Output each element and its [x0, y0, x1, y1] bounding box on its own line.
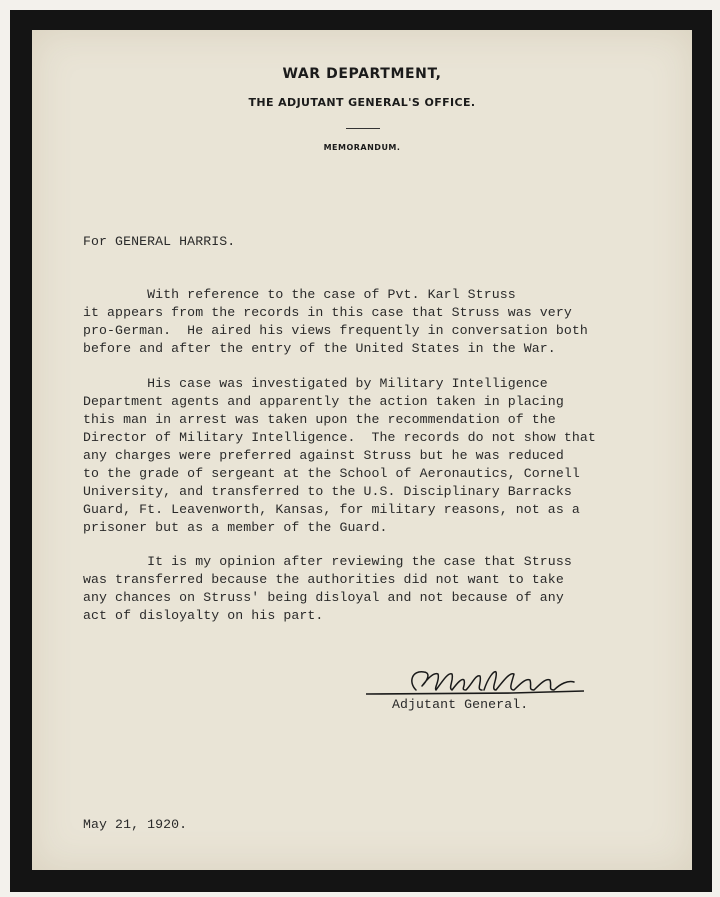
paragraph-2-line: University, and transferred to the U.S. Disciplinary Barracks	[83, 484, 572, 499]
paragraph-2-line: Department agents and apparently the action taken in placing	[83, 394, 564, 409]
paragraph-2-line: to the grade of sergeant at the School of Aeronautics, Cornell	[83, 466, 580, 481]
memorandum-page	[32, 30, 692, 870]
paragraph-2-line: His case was investigated by Military Intelligence	[83, 376, 548, 391]
office-heading: THE ADJUTANT GENERAL'S OFFICE.	[248, 96, 476, 109]
paragraph-1-line: With reference to the case of Pvt. Karl Struss	[83, 287, 516, 302]
paragraph-3-line: any chances on Struss' being disloyal and not because of any	[83, 590, 564, 605]
memo-date: May 21, 1920.	[83, 817, 188, 832]
paragraph-2-line: any charges were preferred against Struss but he was reduced	[83, 448, 564, 463]
paragraph-2-line: prisoner but as a member of the Guard.	[83, 520, 388, 535]
department-heading: WAR DEPARTMENT,	[282, 66, 442, 82]
paragraph-3-line: It is my opinion after reviewing the case that Struss	[83, 554, 572, 569]
paragraph-3-line: was transferred because the authorities did not want to take	[83, 572, 564, 587]
paragraph-2-line: Director of Military Intelligence. The records do not show that	[83, 430, 596, 445]
heading-divider	[346, 128, 380, 129]
paragraph-1-line: pro-German. He aired his views frequently in conversation both	[83, 323, 588, 338]
salutation: For GENERAL HARRIS.	[83, 234, 236, 249]
paragraph-1-line: before and after the entry of the United States in the War.	[83, 341, 556, 356]
paragraph-1-line: it appears from the records in this case that Struss was very	[83, 305, 572, 320]
paragraph-3-line: act of disloyalty on his part.	[83, 608, 324, 623]
document-type-heading: MEMORANDUM.	[323, 143, 401, 152]
paragraph-2-line: Guard, Ft. Leavenworth, Kansas, for military reasons, not as a	[83, 502, 580, 517]
signature-title: Adjutant General.	[392, 697, 529, 712]
paragraph-2-line: this man in arrest was taken upon the recommendation of the	[83, 412, 556, 427]
